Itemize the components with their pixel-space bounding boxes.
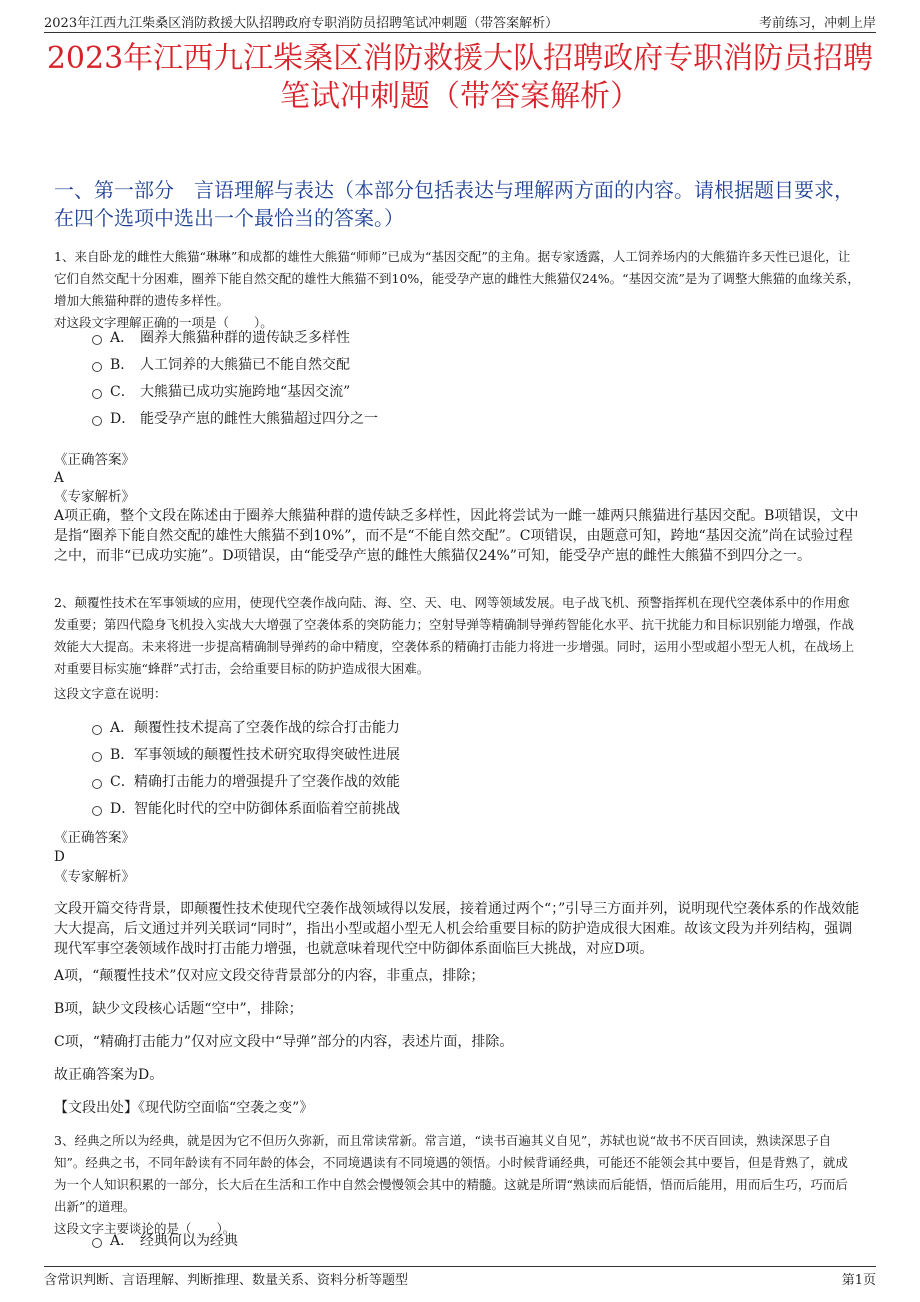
header-doc-title: 2023年江西九江柴桑区消防救援大队招聘政府专职消防员招聘笔试冲刺题（带答案解析）: [44, 15, 559, 31]
question-2-analysis-paragraph-1: 文段开篇交待背景，即颠覆性技术使现代空袭作战领域得以发展，接着通过两个“；”引导三方面并列，说明现代空袭体系的作战效能大大提高，后文通过并列关联词“同时”，指出小型或超小型无人机会给重要目标的防护造成很大困难。故该文段为并列结构，强调现代军事空袭领域作战时打击能力增强，也就意味着现代空中防御体系面临巨大挑战，对应D项。: [54, 901, 860, 957]
option-text: 圈养大熊猫种群的遗传缺乏多样性: [140, 330, 350, 346]
question-3-text: 3、经典之所以为经典，就是因为它不但历久弥新，而且常读常新。常言道，“读书百遍其义自见”，苏轼也说“故书不厌百回读，熟读深思子自知”。经典之书，不同年龄读有不同年龄的体会，不同境遇读有不同境遇的领悟。小时候背诵经典，可能还不能领会其中要旨，但是背熟了，就成为一个人知识积累的一部分，长大后在生活和工作中自然会慢慢领会其中的精髓。这就是所谓“熟读而后能悟，悟而后能用，用而后生巧，巧而后出新”的道理。: [54, 1133, 848, 1214]
question-2-answer: D: [54, 849, 65, 865]
document-title: [40, 40, 880, 116]
option-letter: A．: [110, 330, 135, 346]
radio-icon[interactable]: [92, 335, 102, 345]
radio-icon[interactable]: [92, 779, 102, 789]
option-letter: B．: [110, 747, 135, 763]
question-2-option-b[interactable]: [92, 745, 400, 765]
radio-icon[interactable]: [92, 806, 102, 816]
radio-icon[interactable]: [92, 362, 102, 372]
option-letter: C．: [110, 774, 135, 790]
section-heading: 一、第一部分 言语理解与表达（本部分包括表达与理解两方面的内容。请根据题目要求，在四个选项中选出一个最恰当的答案。）: [54, 178, 854, 230]
question-1-option-b[interactable]: [92, 355, 350, 375]
question-1-ask: 对这段文字理解正确的一项是（ ）。: [54, 315, 273, 330]
page-header: [44, 10, 876, 33]
option-text: 人工饲养的大熊猫已不能自然交配: [140, 357, 350, 373]
radio-icon[interactable]: [92, 389, 102, 399]
option-letter: D．: [110, 411, 136, 427]
footer-topics: 含常识判断、言语理解、判断推理、数量关系、资料分析等题型: [44, 1272, 409, 1288]
radio-icon[interactable]: [92, 725, 102, 735]
question-1-option-d[interactable]: [92, 409, 378, 429]
question-2-ask: 这段文字意在说明：: [54, 686, 167, 701]
question-2-option-d[interactable]: [92, 799, 400, 819]
option-text: 智能化时代的空中防御体系面临着空前挑战: [134, 801, 400, 817]
question-2-answer-label: 《正确答案》: [54, 830, 135, 846]
question-1-option-c[interactable]: [92, 382, 350, 402]
question-1-analysis: A项正确，整个文段在陈述由于圈养大熊猫种群的遗传缺乏多样性，因此将尝试为一雌一雄两只熊猫进行基因交配。B项错误，文中是指“圈养下能自然交配的雄性大熊猫不到10%”，而不是“不能自然交配”。C项错误，由题意可知，跨地“基因交流”尚在试验过程之中，而非“已成功实施”。D项错误，由“能受孕产崽的雌性大熊猫仅24%”可知，能受孕产崽的雌性大熊猫不到四分之一。: [54, 508, 859, 564]
page-number: 第1页: [841, 1272, 876, 1288]
question-1-text: 1、来自卧龙的雌性大熊猫“琳琳”和成都的雄性大熊猫“师师”已成为“基因交配”的主角。据专家透露，人工饲养场内的大熊猫许多天性已退化，让它们自然交配十分困难，圈养下能自然交配的雄性大熊猫不到10%，能受孕产崽的雌性大熊猫仅24%。“基因交流”是为了调整大熊猫的血缘关系，增加大熊猫种群的遗传多样性。: [54, 249, 860, 308]
question-1-answer: A: [54, 470, 64, 486]
option-letter: C．: [110, 384, 135, 400]
question-1-analysis-label: 《专家解析》: [54, 489, 135, 505]
question-3-ask: 这段文字主要谈论的是（ ）。: [54, 1221, 236, 1236]
radio-icon[interactable]: [92, 416, 102, 426]
header-slogan: 考前练习，冲刺上岸: [758, 15, 876, 31]
question-3-option-a[interactable]: [92, 1231, 238, 1251]
option-text: 经典何以为经典: [140, 1233, 238, 1249]
radio-icon[interactable]: [92, 752, 102, 762]
question-2-stem: 2、颠覆性技术在军事领域的应用，使现代空袭作战向陆、海、空、天、电、网等领域发展。电子战飞机、预警指挥机在现代空袭体系中的作用愈发重要；第四代隐身飞机投入实战大大增强了空袭体系的突防能力；空射导弹等精确制导弹药智能化水平、抗干扰能力和目标识别能力增强，作战效能大大提高。未来将进一步提高精确制导弹药的命中精度，空袭体系的精确打击能力将进一步增强。同时，运用小型或超小型无人机，在战场上对重要目标实施“蜂群”式打击，会给重要目标的防护造成很大困难。: [54, 595, 855, 676]
option-text: 精确打击能力的增强提升了空袭作战的效能: [134, 774, 400, 790]
option-letter: A．: [110, 720, 135, 736]
question-1-option-a[interactable]: [92, 328, 350, 348]
question-2-analysis-label: 《专家解析》: [54, 869, 135, 885]
question-2-option-a[interactable]: [92, 718, 400, 738]
page-footer: [44, 1266, 876, 1289]
option-letter: A．: [110, 1233, 135, 1249]
title-line-2: 笔试冲刺题（带答案解析）: [280, 79, 640, 114]
question-1-stem: [54, 246, 860, 334]
question-2-analysis-paragraph-2: A项，“颠覆性技术”仅对应文段交待背景部分的内容，非重点，排除；: [54, 968, 485, 984]
option-letter: D．: [110, 801, 136, 817]
option-text: 大熊猫已成功实施跨地“基因交流”: [140, 384, 351, 400]
question-2-source: 【文段出处】《现代防空面临“空袭之变”》: [54, 1100, 314, 1116]
title-line-1: 2023年江西九江柴桑区消防救援大队招聘政府专职消防员招聘: [46, 41, 874, 76]
question-2-option-c[interactable]: [92, 772, 400, 792]
question-3-stem: [54, 1130, 860, 1240]
question-2-analysis-paragraph-5: 故正确答案为D。: [54, 1067, 164, 1083]
option-text: 颠覆性技术提高了空袭作战的综合打击能力: [134, 720, 400, 736]
option-text: 能受孕产崽的雌性大熊猫超过四分之一: [140, 411, 378, 427]
radio-icon[interactable]: [92, 1238, 102, 1248]
question-2-analysis-paragraph-4: C项，“精确打击能力”仅对应文段中“导弹”部分的内容，表述片面，排除。: [54, 1034, 514, 1050]
question-1-answer-label: 《正确答案》: [54, 452, 135, 468]
option-text: 军事领域的颠覆性技术研究取得突破性进展: [134, 747, 400, 763]
option-letter: B．: [110, 357, 135, 373]
question-2-analysis-paragraph-3: B项，缺少文段核心话题“空中”，排除；: [54, 1001, 303, 1017]
